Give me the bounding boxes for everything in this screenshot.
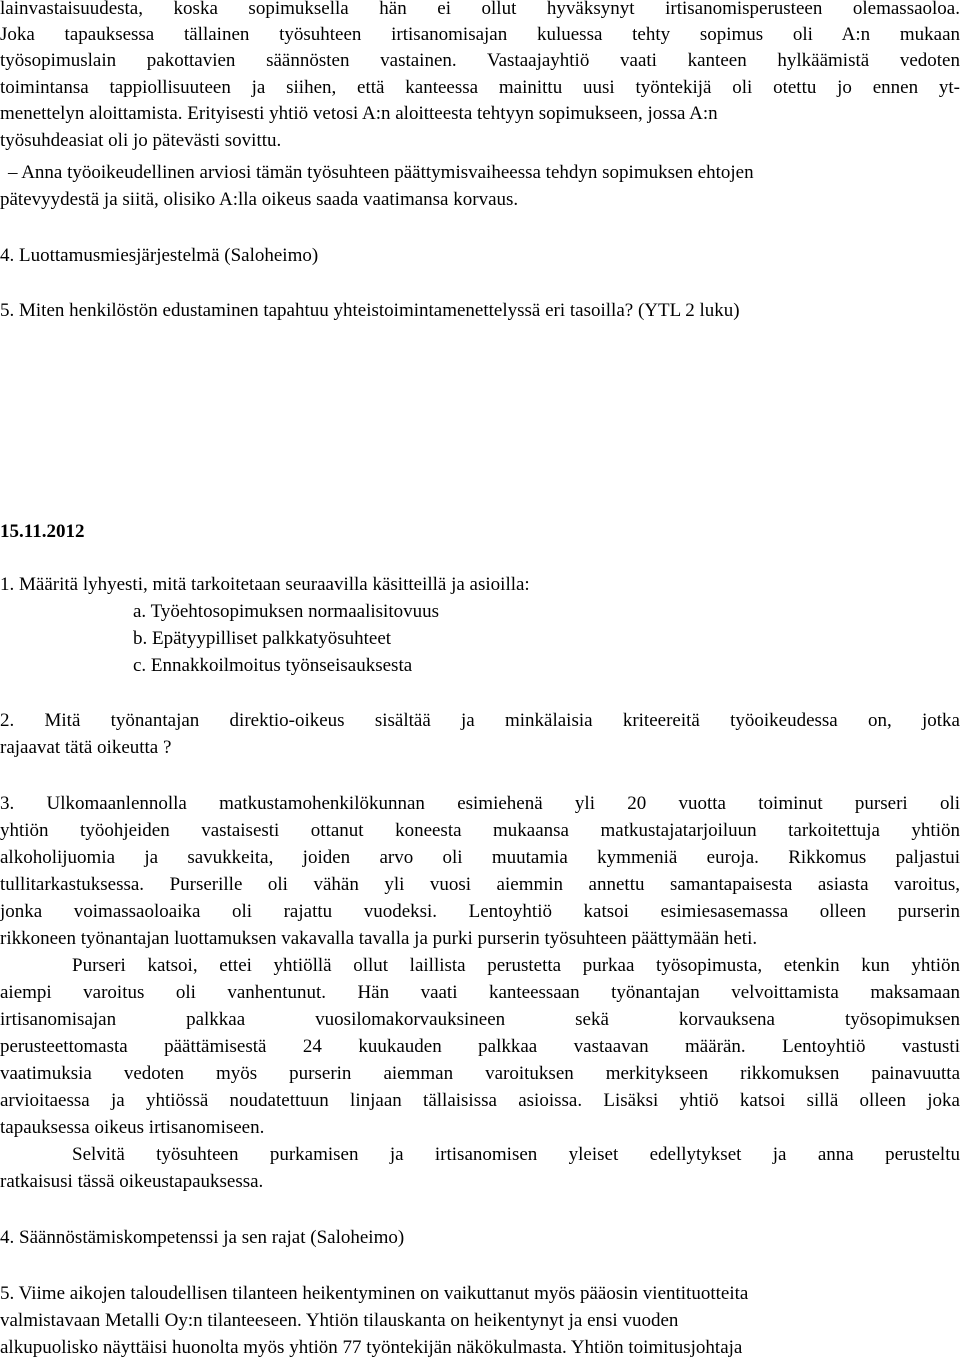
question-4-heading: 4. Luottamusmiesjärjestelmä (Saloheimo) — [0, 245, 319, 266]
question-5-heading: 5. Miten henkilöstön edustaminen tapahtuu yhteistoimintamenettelyssä eri tasoilla? (YTL 2 luku) — [0, 300, 740, 321]
question-3-line: vaatimuksia vedoten myös purserin aiemman varoituksen merkitykseen rikkomuksen painavuutta — [0, 1063, 960, 1084]
body-text-line: lainvastaisuudesta, koska sopimuksella hän ei ollut hyväksynyt irtisanomisperusteen olemassaoloa. — [0, 0, 960, 19]
question-1-item-b: b. Epätyypilliset palkkatyösuhteet — [133, 628, 392, 649]
question-5-line: alkupuolisko näyttäisi huonolta myös yhtiön 77 työntekijän näkökulmasta. Yhtiön toimitusjohtaja — [0, 1337, 743, 1358]
body-text-line: työsuhdeasiat oli jo pätevästi sovittu. — [0, 130, 282, 151]
body-text-line: – Anna työoikeudellinen arviosi tämän työsuhteen päättymisvaiheessa tehdyn sopimuksen ehtojen — [8, 162, 754, 183]
question-1-item-c: c. Ennakkoilmoitus työnseisauksesta — [133, 655, 413, 676]
body-text-line: menettelyn aloittamista. Erityisesti yhtiö vetosi A:n aloitteesta tehtyyn sopimukseen, jossa A:n — [0, 103, 718, 124]
question-1: 1. Määritä lyhyesti, mitä tarkoitetaan seuraavilla käsitteillä ja asioilla: — [0, 574, 530, 595]
question-3-line: jonka voimassaoloaika oli rajattu vuodeksi. Lentoyhtiö katsoi esimiesasemassa olleen purserin — [0, 901, 960, 922]
question-3-line: tullitarkastuksessa. Purserille oli vähän yli vuosi aiemmin annettu samantapaisesta asiasta varoitus, — [0, 874, 960, 895]
question-3-line: Purseri katsoi, ettei yhtiöllä ollut laillista perustetta purkaa työsopimusta, etenkin kun yhtiön — [72, 955, 960, 976]
question-4-heading: 4. Säännöstämiskompetenssi ja sen rajat (Saloheimo) — [0, 1227, 405, 1248]
question-3-line: ratkaisusi tässä oikeustapauksessa. — [0, 1171, 264, 1192]
question-3-line: rikkoneen työnantajan luottamuksen vakavalla tavalla ja purki purserin työsuhteen päättymään heti. — [0, 928, 758, 949]
question-3-line: tapauksessa oikeus irtisanomiseen. — [0, 1117, 265, 1138]
exam-date: 15.11.2012 — [0, 521, 85, 542]
question-2-cont: rajaavat tätä oikeutta ? — [0, 737, 172, 758]
question-3-line: alkoholijuomia ja savukkeita, joiden arvo oli muutamia kymmeniä euroja. Rikkomus paljastui — [0, 847, 960, 868]
question-3-line: arvioitaessa ja yhtiössä noudatettuun linjaan tällaisissa asioissa. Lisäksi yhtiö katsoi sillä olleen joka — [0, 1090, 960, 1111]
body-text-line: Joka tapauksessa tällainen työsuhteen irtisanomisajan kuluessa tehty sopimus oli A:n mukaan — [0, 24, 960, 45]
question-3-line: 3. Ulkomaanlennolla matkustamohenkilökunnan esimiehenä yli 20 vuotta toiminut purseri oli — [0, 793, 960, 814]
question-3-line: irtisanomisajan palkkaa vuosilomakorvauksineen sekä korvauksena työsopimuksen — [0, 1009, 960, 1030]
question-3-line: perusteettomasta päättämisestä 24 kuukauden palkkaa vastaavan määrän. Lentoyhtiö vastusti — [0, 1036, 960, 1057]
question-5-line: valmistavaan Metalli Oy:n tilanteeseen. Yhtiön tilauskanta on heikentynyt ja ensi vuoden — [0, 1310, 679, 1331]
question-1-item-a: a. Työehtosopimuksen normaalisitovuus — [133, 601, 439, 622]
body-text-line: toimintansa tappiollisuuteen ja siihen, että kanteessa mainittu uusi työntekijä oli otettu jo ennen yt- — [0, 77, 960, 98]
body-text-line: työsopimuslain pakottavien säännösten vastainen. Vastaajayhtiö vaati kanteen hylkäämistä vedoten — [0, 50, 960, 71]
question-3-line: Selvitä työsuhteen purkamisen ja irtisanomisen yleiset edellytykset ja anna perusteltu — [72, 1144, 960, 1165]
body-text-line: pätevyydestä ja siitä, olisiko A:lla oikeus saada vaatimansa korvaus. — [0, 189, 519, 210]
question-3-line: aiempi varoitus oli vanhentunut. Hän vaati kanteessaan työnantajan velvoittamista maksamaan — [0, 982, 960, 1003]
question-5-line: 5. Viime aikojen taloudellisen tilanteen heikentyminen on vaikuttanut myös pääosin vientituotteita — [0, 1283, 749, 1304]
question-3-line: yhtiön työohjeiden vastaisesti ottanut koneesta mukaansa matkustajatarjoiluun tarkoitettuja yhtiön — [0, 820, 960, 841]
question-2: 2. Mitä työnantajan direktio-oikeus sisältää ja minkälaisia kriteereitä työoikeudessa on, jotka — [0, 710, 960, 731]
